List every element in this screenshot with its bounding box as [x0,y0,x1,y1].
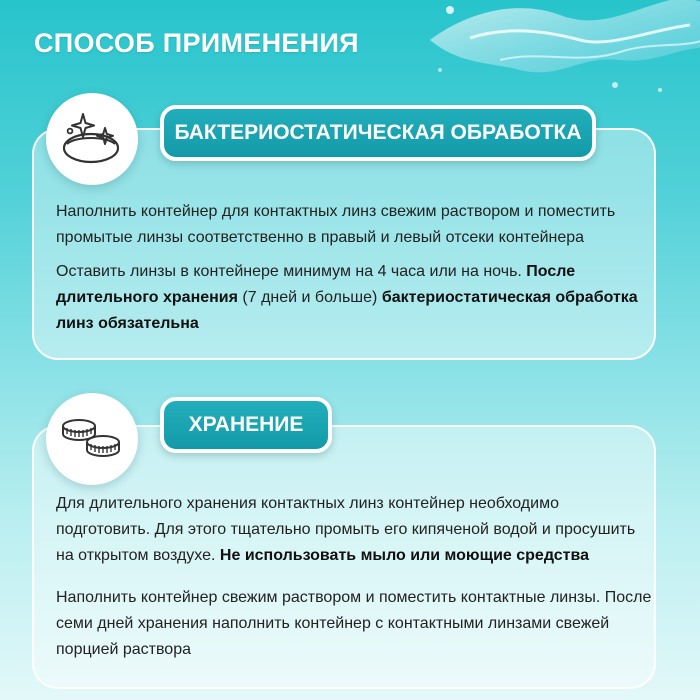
bacteriostatic-paragraph-1: Наполнить контейнер для контактных линз свежим раствором и поместить промытые линзы соответственно в правый и левый отсеки контейнера [56,203,616,246]
bacteriostatic-paragraph-2-bold-1: После длительного хранения [56,263,576,306]
bacteriostatic-paragraph-2 [56,259,646,337]
storage-paragraph-1-bold: Не использовать мыло или моющие средства [219,547,590,564]
lens-container-icon [46,393,138,485]
storage-paragraph-2: Наполнить контейнер свежим раствором и поместить контактные линзы. После семи дней хранения наполнить контейнер с контактными линзами свежей порцией раствора [56,589,652,658]
storage-paragraph-1 [56,491,656,569]
storage-paragraph-1-text: Для длительного хранения контактных линз контейнер необходимо подготовить. Для этого тщательно промыть его кипяченой водой и просушить на открытом воздухе. [56,495,636,564]
water-splash-image [410,0,700,120]
bacteriostatic-paragraph-2-text-2: (7 дней и больше) [237,289,382,306]
sparkling-lens-icon [46,93,138,185]
page-title: СПОСОБ ПРИМЕНЕНИЯ [34,28,359,58]
bacteriostatic-paragraph-2-text: Оставить линзы в контейнере минимум на 4 часа или на ночь. [56,263,527,280]
storage-section-title: ХРАНЕНИЕ [160,397,332,453]
bacteriostatic-paragraph-2-bold-2: бактериостатическая обработка линз обязательна [56,289,638,332]
bacteriostatic-section-title: БАКТЕРИОСТАТИЧЕСКАЯ ОБРАБОТКА [160,105,596,161]
